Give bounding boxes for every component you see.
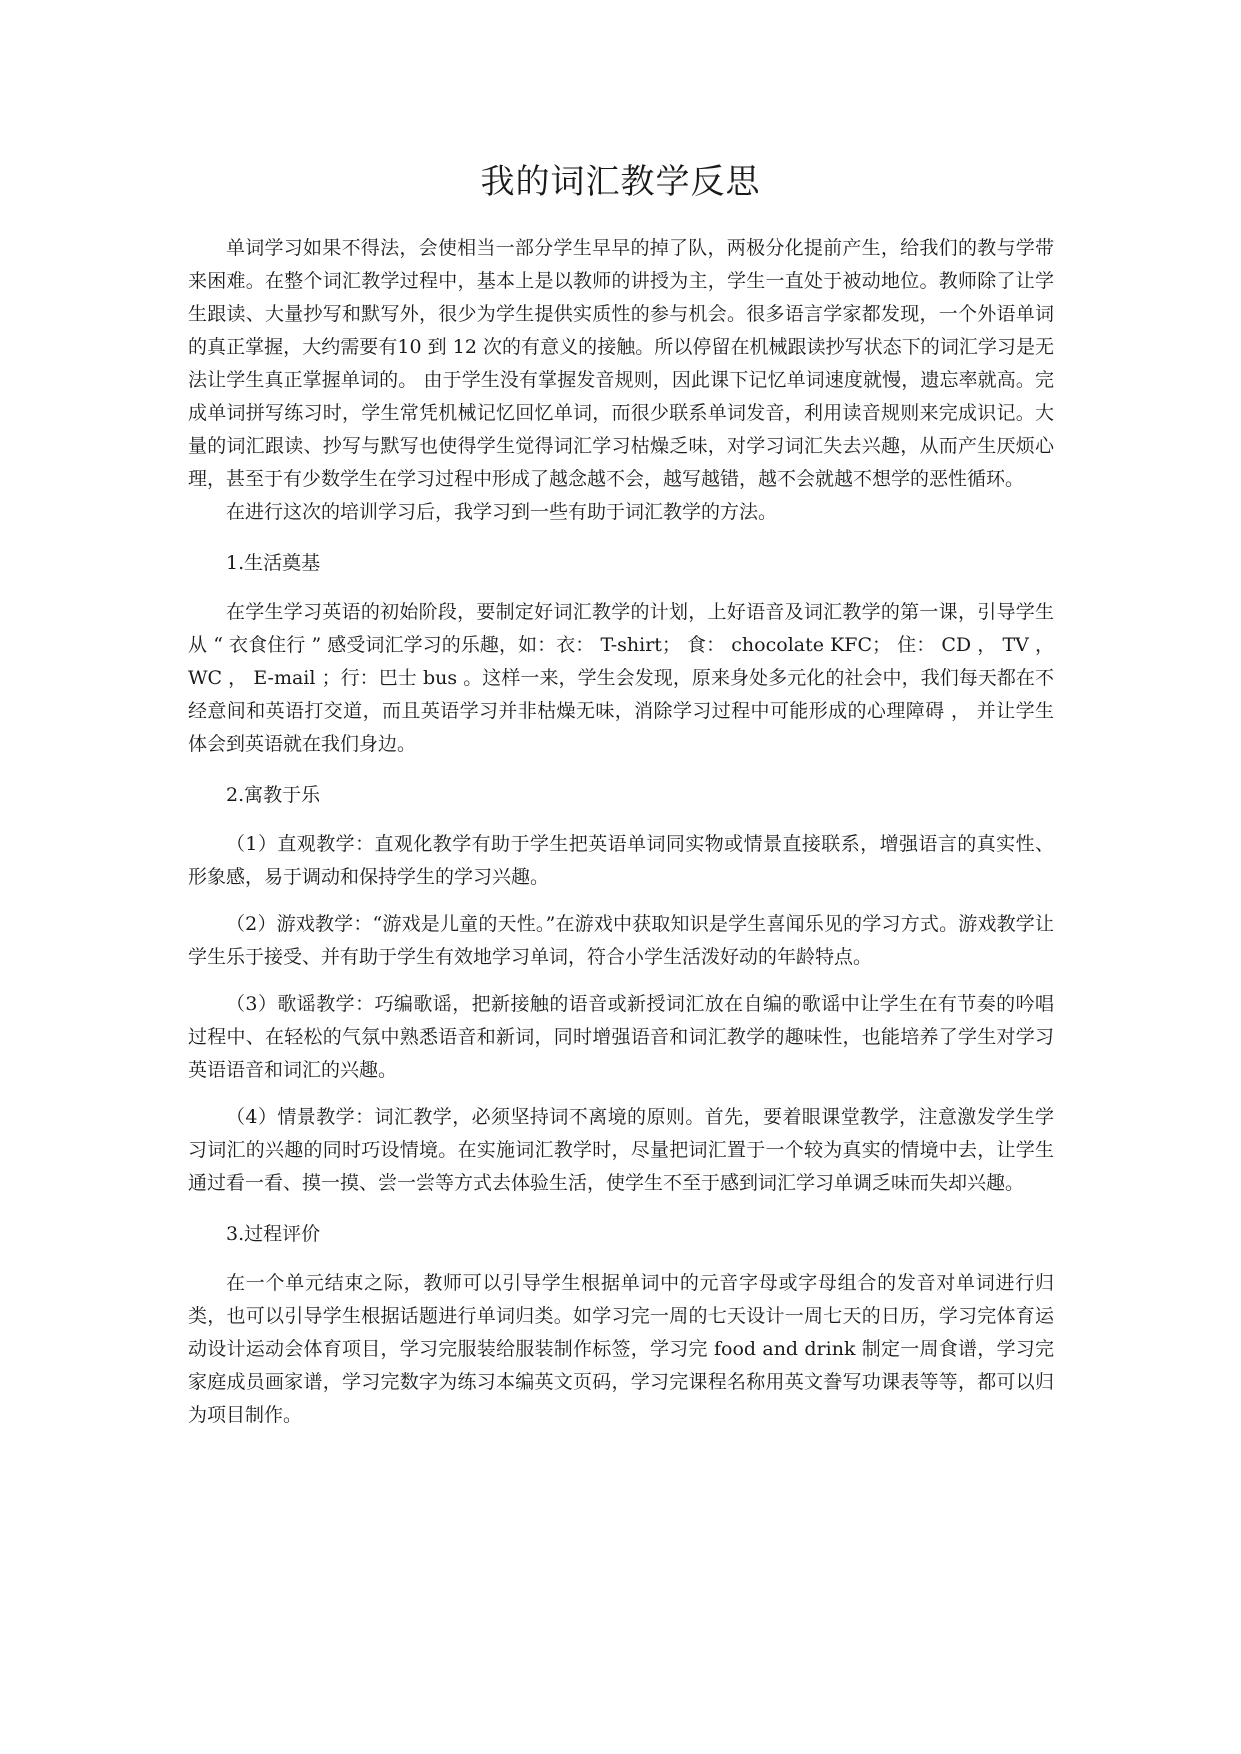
section-paragraph: 在一个单元结束之际，教师可以引导学生根据单词中的元音字母或字母组合的发音对单词进行归类，也可以引导学生根据话题进行单词归类。如学习完一周的七天设计一周七天的日历，学习完体育运动设计运动会体育项目，学习完服装给服装制作标签，学习完 food and drink 制定一周食谱，学习完家庭成员画家谱，学习完数字为练习本编英文页码，学习完课程名称用英文誊写功课表等等，都可以归为项目制作。 (188, 1272, 1054, 1426)
section-heading: 1.生活奠基 (226, 552, 321, 574)
list-item: （3）歌谣教学：巧编歌谣，把新接触的语音或新授词汇放在自编的歌谣中让学生在有节奏的吟唱过程中、在轻松的气氛中熟悉语音和新词，同时增强语音和词汇教学的趣味性，也能培养了学生对学习英语语音和词汇的兴趣。 (188, 993, 1054, 1081)
list-item: （2）游戏教学：“游戏是儿童的天性。”在游戏中获取知识是学生喜闻乐见的学习方式。游戏教学让学生乐于接受、并有助于学生有效地学习单词，符合小学生活泼好动的年龄特点。 (188, 913, 1054, 968)
section-paragraph: 在学生学习英语的初始阶段，要制定好词汇教学的计划，上好语音及词汇教学的第一课，引导学生从 “ 衣食住行 ” 感受词汇学习的乐趣，如：衣： T-shirt； 食： chocolate KFC； 住： CD ， TV ， WC ， E-mail ；行：巴士 bus 。这样一来，学生会发现，原来身处多元化的社会中，我们每天都在不经意间和英语打交道，而且英语学习并非枯燥无味，消除学习过程中可能形成的心理障碍 ， 并让学生体会到英语就在我们身边。 (188, 601, 1054, 755)
list-item: （4）情景教学：词汇教学，必须坚持词不离境的原则。首先，要着眼课堂教学，注意激发学生学习词汇的兴趣的同时巧设情境。在实施词汇教学时，尽量把词汇置于一个较为真实的情境中去，让学生通过看一看、摸一摸、尝一尝等方式去体验生活，使学生不至于感到词汇学习单调乏味而失却兴趣。 (188, 1106, 1054, 1194)
intro-paragraph: 单词学习如果不得法，会使相当一部分学生早早的掉了队，两极分化提前产生，给我们的教与学带来困难。在整个词汇教学过程中，基本上是以教师的讲授为主，学生一直处于被动地位。教师除了让学生跟读、大量抄写和默写外，很少为学生提供实质性的参与机会。很多语言学家都发现，一个外语单词的真正掌握，大约需要有10 到 12 次的有意义的接触。所以停留在机械跟读抄写状态下的词汇学习是无法让学生真正掌握单词的。 由于学生没有掌握发音规则，因此课下记忆单词速度就慢，遗忘率就高。完成单词拼写练习时，学生常凭机械记忆回忆单词，而很少联系单词发音，利用读音规则来完成识记。大量的词汇跟读、抄写与默写也使得学生觉得词汇学习枯燥乏味，对学习词汇失去兴趣，从而产生厌烦心理，甚至于有少数学生在学习过程中形成了越念越不会，越写越错，越不会就越不想学的恶性循环。 (188, 237, 1054, 490)
document-title: 我的词汇教学反思 (480, 162, 761, 202)
section-heading: 3.过程评价 (226, 1223, 321, 1245)
intro-paragraph: 在进行这次的培训学习后，我学习到一些有助于词汇教学的方法。 (226, 501, 778, 523)
list-item: （1）直观教学：直观化教学有助于学生把英语单词同实物或情景直接联系，增强语言的真实性、形象感，易于调动和保持学生的学习兴趣。 (188, 833, 1054, 888)
section-heading: 2.寓教于乐 (226, 784, 321, 806)
document-body (188, 232, 1054, 1432)
